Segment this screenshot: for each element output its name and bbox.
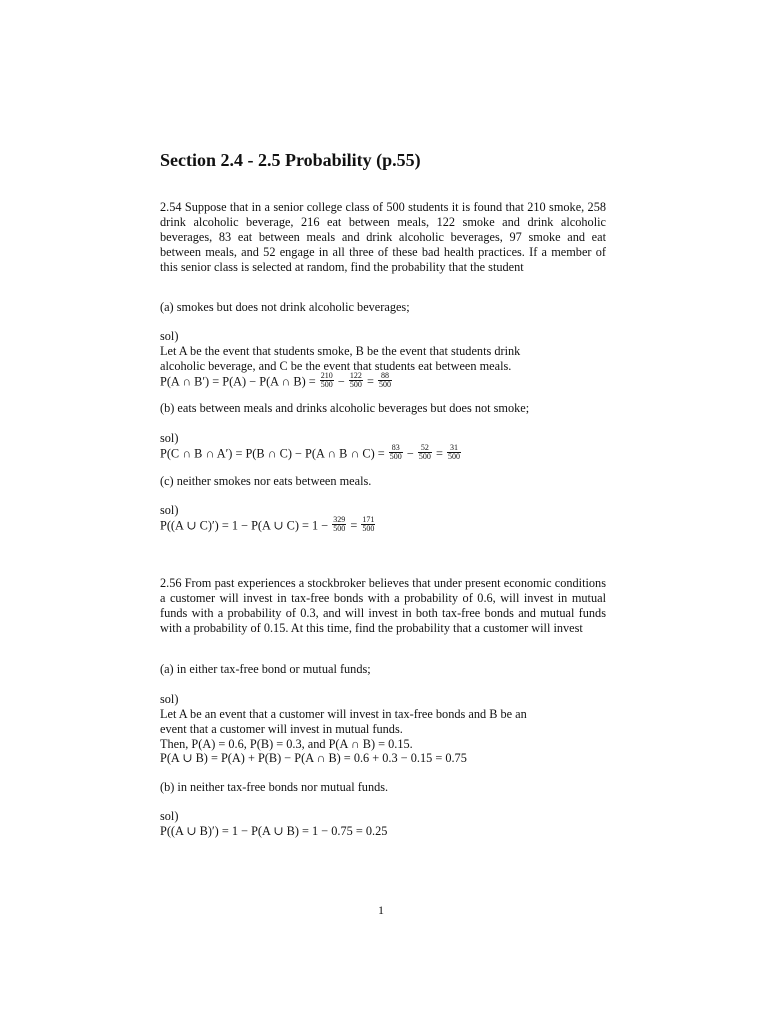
- fraction-88-500: [378, 372, 392, 389]
- problem-2-56-part-b-sol-label: sol): [160, 809, 179, 823]
- equation-lhs: P(A ∩ B′) = P(A) − P(A ∩ B) =: [160, 374, 319, 389]
- equation-lhs: P(C ∩ B ∩ A′) = P(B ∩ C) − P(A ∩ B ∩ C) =: [160, 446, 388, 461]
- numerator: 122: [349, 371, 362, 380]
- fraction-329-500: [332, 516, 346, 533]
- problem-2-54-part-a-sol-label: sol): [160, 329, 179, 343]
- page-number: 1: [378, 903, 384, 917]
- denominator: 500: [333, 524, 346, 533]
- problem-2-54-part-a-question: (a) smokes but does not drink alcoholic beverages;: [160, 300, 410, 314]
- problem-2-54-part-c-question: (c) neither smokes nor eats between meals.: [160, 474, 372, 488]
- fraction-210-500: [320, 372, 334, 389]
- equation-lhs: P((A ∪ C)′) = 1 − P(A ∪ C) = 1 −: [160, 518, 332, 533]
- problem-2-56-part-a-question: (a) in either tax-free bond or mutual funds;: [160, 662, 371, 676]
- fraction-52-500: [418, 444, 432, 461]
- problem-2-54-part-a-definition-2: alcoholic beverage, and C be the event that students eat between meals.: [160, 359, 512, 373]
- denominator: 500: [349, 380, 362, 389]
- problem-2-54-part-b-question: (b) eats between meals and drinks alcoholic beverages but does not smoke;: [160, 401, 530, 415]
- fraction-31-500: [447, 444, 461, 461]
- numerator: 88: [378, 372, 392, 381]
- problem-2-54-text: 2.54 Suppose that in a senior college class of 500 students it is found that 210 smoke, 258 drink alcoholic beverage, 216 eat between meals, 122 smoke and drink alcoholic beverages, 83 eat between meals and drink alcoholic beverages, 97 smoke and eat between meals, and 52 engage in all three of these bad health practices. If a member of this senior class is selected at random, find the probability that the student: [160, 200, 606, 274]
- numerator: 210: [320, 371, 333, 380]
- problem-2-56-part-a-definition-1: Let A be an event that a customer will invest in tax-free bonds and B be an: [160, 707, 527, 721]
- denominator: 500: [418, 452, 431, 461]
- denominator: 500: [362, 524, 375, 533]
- numerator: 83: [389, 444, 403, 453]
- fraction-171-500: [361, 516, 375, 533]
- fraction-83-500: [389, 444, 403, 461]
- problem-2-54-part-b-equation: P(C ∩ B ∩ A′) = P(B ∩ C) − P(A ∩ B ∩ C) = $\frac{83}{500}$ − $\frac{52}{500}$ = $\frac{31}{500}$: [160, 443, 460, 461]
- problem-2-56-text: 2.56 From past experiences a stockbroker believes that under present economic conditions a customer will invest in tax-free bonds with a probability of 0.6, will invest in mutual funds with a probability of 0.3, and will invest in both tax-free bonds and mutual funds with a probability of 0.15. At this time, find the probability that a customer will invest: [160, 576, 606, 635]
- section-title: Section 2.4 - 2.5 Probability (p.55): [160, 150, 421, 170]
- denominator: 500: [389, 452, 402, 461]
- problem-2-56-part-b-question: (b) in neither tax-free bonds nor mutual funds.: [160, 780, 389, 794]
- problem-2-56-part-a-definition-2: event that a customer will invest in mutual funds.: [160, 722, 403, 736]
- problem-2-54-part-c-equation: P((A ∪ C)′) = 1 − P(A ∪ C) = 1 − $\frac{329}{500}$ = $\frac{171}{500}$: [160, 515, 375, 533]
- numerator: 31: [447, 444, 461, 453]
- problem-2-54-part-a-equation: P(A ∩ B′) = P(A) − P(A ∩ B) = $\frac{210}{500}$ − $\frac{122}{500}$ = $\frac{88}{500}$: [160, 371, 391, 389]
- denominator: 500: [447, 452, 460, 461]
- numerator: 52: [418, 444, 432, 453]
- problem-2-54-part-a-definition-1: Let A be the event that students smoke, B be the event that students drink: [160, 344, 521, 358]
- numerator: 171: [362, 515, 375, 524]
- problem-2-56-part-a-sol-label: sol): [160, 692, 179, 706]
- problem-2-56-part-a-equation: P(A ∪ B) = P(A) + P(B) − P(A ∩ B) = 0.6 + 0.3 − 0.15 = 0.75: [160, 751, 467, 765]
- problem-2-56-part-b-equation: P((A ∪ B)′) = 1 − P(A ∪ B) = 1 − 0.75 = 0.25: [160, 824, 388, 838]
- problem-2-54-part-b-sol-label: sol): [160, 431, 179, 445]
- denominator: 500: [378, 380, 391, 389]
- denominator: 500: [320, 380, 333, 389]
- problem-2-54-part-c-sol-label: sol): [160, 503, 179, 517]
- problem-2-56-part-a-given: Then, P(A) = 0.6, P(B) = 0.3, and P(A ∩ B) = 0.15.: [160, 737, 413, 751]
- numerator: 329: [333, 515, 346, 524]
- fraction-122-500: [349, 372, 363, 389]
